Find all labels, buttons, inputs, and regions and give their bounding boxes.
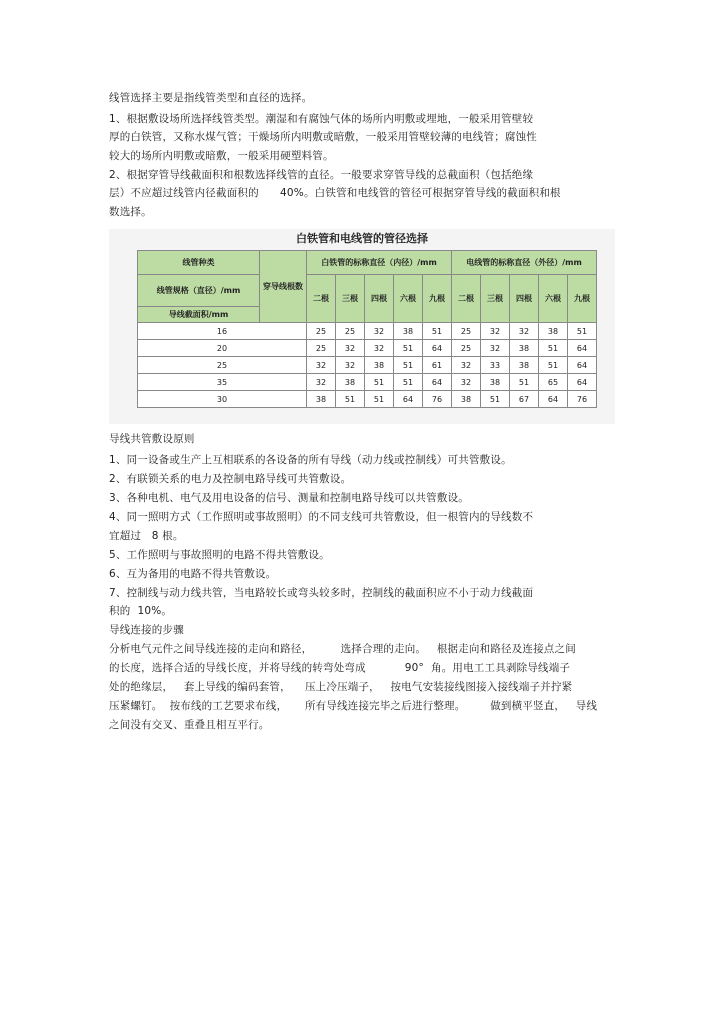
principle-line: 2、有联锁关系的电力及控制电路导线可共管敷设。 [109, 473, 352, 485]
cell-diameter: 51 [394, 374, 423, 391]
cell-diameter: 32 [481, 340, 510, 357]
intro-line-7: 数选择。 [109, 206, 152, 218]
steps-line: 的长度，选择合适的导线长度，并将导线的转弯处弯成 90° 角。用电工工具剥除导线端子 [109, 662, 571, 674]
intro-line-4: 较大的场所内明敷或暗敷，一般采用硬塑料管。 [109, 150, 334, 162]
principle-line: 4、同一照明方式（工作照明或事故照明）的不同支线可共管敷设，但一根管内的导线数不 [109, 511, 534, 523]
cell-diameter: 25 [452, 323, 481, 340]
steps-line: 处的绝缘层， 套上导线的编码套管， 压上冷压端子， 按电气安装接线图接入接线端子并拧紧 [109, 681, 573, 693]
steps-heading: 导线连接的步骤 [109, 624, 184, 636]
cell-diameter: 25 [307, 340, 336, 357]
header-count: 九根 [568, 275, 597, 323]
cell-diameter: 76 [423, 391, 452, 408]
cell-diameter: 32 [510, 323, 539, 340]
cell-area: 30 [138, 391, 307, 408]
steps-line: 压紧螺钉。 按布线的工艺要求布线， 所有导线连接完毕之后进行整理。 做到横平竖直， 导线 [109, 700, 598, 712]
cell-diameter: 38 [394, 323, 423, 340]
cell-diameter: 32 [307, 357, 336, 374]
header-count: 六根 [539, 275, 568, 323]
cell-diameter: 51 [568, 323, 597, 340]
principle-line: 5、工作照明与事故照明的电路不得共管敷设。 [109, 549, 330, 561]
table-row [138, 340, 597, 357]
cell-diameter: 38 [481, 374, 510, 391]
cell-diameter: 25 [452, 340, 481, 357]
cell-diameter: 64 [394, 391, 423, 408]
cell-diameter: 25 [336, 323, 365, 340]
header-type: 线管种类 [138, 251, 260, 275]
cell-area: 16 [138, 323, 307, 340]
cell-diameter: 32 [452, 374, 481, 391]
cell-diameter: 51 [336, 391, 365, 408]
header-spec: 线管规格（直径）/mm [138, 275, 260, 307]
cell-diameter: 38 [365, 357, 394, 374]
cell-diameter: 64 [423, 374, 452, 391]
header-count: 四根 [510, 275, 539, 323]
principles-heading: 导线共管敷设原则 [109, 433, 195, 445]
header-count: 三根 [336, 275, 365, 323]
cell-diameter: 64 [423, 340, 452, 357]
table-row [138, 357, 597, 374]
header-area: 导线截面积/mm [138, 307, 260, 323]
header-wire-count: 穿导线根数 [260, 251, 307, 323]
cell-diameter: 32 [481, 323, 510, 340]
cell-diameter: 61 [423, 357, 452, 374]
cell-diameter: 38 [510, 340, 539, 357]
cell-diameter: 32 [365, 323, 394, 340]
cell-diameter: 38 [336, 374, 365, 391]
cell-diameter: 32 [365, 340, 394, 357]
principle-line: 宜超过 8 根。 [109, 530, 184, 542]
cell-diameter: 32 [307, 374, 336, 391]
intro-line-3: 厚的白铁管，又称水煤气管；干燥场所内明敷或暗敷，一般采用管壁较薄的电线管；腐蚀性 [109, 131, 537, 143]
cell-diameter: 51 [539, 340, 568, 357]
intro-line-6: 层）不应超过线管内径截面积的 40%。白铁管和电线管的管径可根据穿管导线的截面积和根 [109, 187, 561, 199]
cell-diameter: 38 [452, 391, 481, 408]
principle-line: 3、各种电机、电气及用电设备的信号、测量和控制电路导线可以共管敷设。 [109, 492, 469, 504]
cell-diameter: 38 [539, 323, 568, 340]
cell-diameter: 51 [423, 323, 452, 340]
cell-diameter: 51 [394, 357, 423, 374]
cell-diameter: 32 [336, 340, 365, 357]
header-wire-pipe-group: 电线管的标称直径（外径）/mm [452, 251, 597, 275]
cell-area: 35 [138, 374, 307, 391]
principle-line: 积的 10%。 [109, 605, 173, 617]
header-count: 九根 [423, 275, 452, 323]
cell-area: 25 [138, 357, 307, 374]
cell-diameter: 64 [539, 391, 568, 408]
cell-diameter: 67 [510, 391, 539, 408]
cell-diameter: 33 [481, 357, 510, 374]
header-count: 六根 [394, 275, 423, 323]
cell-diameter: 64 [568, 340, 597, 357]
cell-diameter: 32 [336, 357, 365, 374]
cell-area: 20 [138, 340, 307, 357]
pipe-table-figure [109, 229, 615, 424]
cell-diameter: 51 [539, 357, 568, 374]
header-count: 四根 [365, 275, 394, 323]
table-row [138, 374, 597, 391]
header-count: 二根 [307, 275, 336, 323]
cell-diameter: 51 [365, 391, 394, 408]
intro-line-5: 2、根据穿管导线截面积和根数选择线管的直径。一般要求穿管导线的总截面积（包括绝缘 [109, 169, 534, 181]
cell-diameter: 76 [568, 391, 597, 408]
cell-diameter: 38 [307, 391, 336, 408]
cell-diameter: 51 [510, 374, 539, 391]
header-count: 二根 [452, 275, 481, 323]
intro-line-1: 线管选择主要是指线管类型和直径的选择。 [109, 92, 313, 104]
cell-diameter: 64 [568, 357, 597, 374]
cell-diameter: 51 [394, 340, 423, 357]
cell-diameter: 25 [307, 323, 336, 340]
principle-line: 1、同一设备或生产上互相联系的各设备的所有导线（动力线或控制线）可共管敷设。 [109, 454, 512, 466]
steps-line: 分析电气元件之间导线连接的走向和路径， 选择合理的走向。 根据走向和路径及连接点之间 [109, 643, 576, 655]
cell-diameter: 32 [452, 357, 481, 374]
pipe-size-table [137, 250, 597, 408]
cell-diameter: 51 [481, 391, 510, 408]
table-row [138, 323, 597, 340]
pipe-table-title: 白铁管和电线管的管径选择 [296, 232, 428, 245]
header-count: 三根 [481, 275, 510, 323]
table-row [138, 391, 597, 408]
principle-line: 7、控制线与动力线共管，当电路较长或弯头较多时，控制线的截面积应不小于动力线截面 [109, 587, 534, 599]
principle-line: 6、互为备用的电路不得共管敷设。 [109, 568, 277, 580]
cell-diameter: 65 [539, 374, 568, 391]
intro-line-2: 1、根据敷设场所选择线管类型。潮湿和有腐蚀气体的场所内明敷或埋地，一般采用管壁较 [109, 113, 534, 125]
cell-diameter: 38 [510, 357, 539, 374]
cell-diameter: 64 [568, 374, 597, 391]
steps-line: 之间没有交叉、重叠且相互平行。 [109, 719, 270, 731]
header-iron-group: 白铁管的标称直径（内径）/mm [307, 251, 452, 275]
cell-diameter: 51 [365, 374, 394, 391]
